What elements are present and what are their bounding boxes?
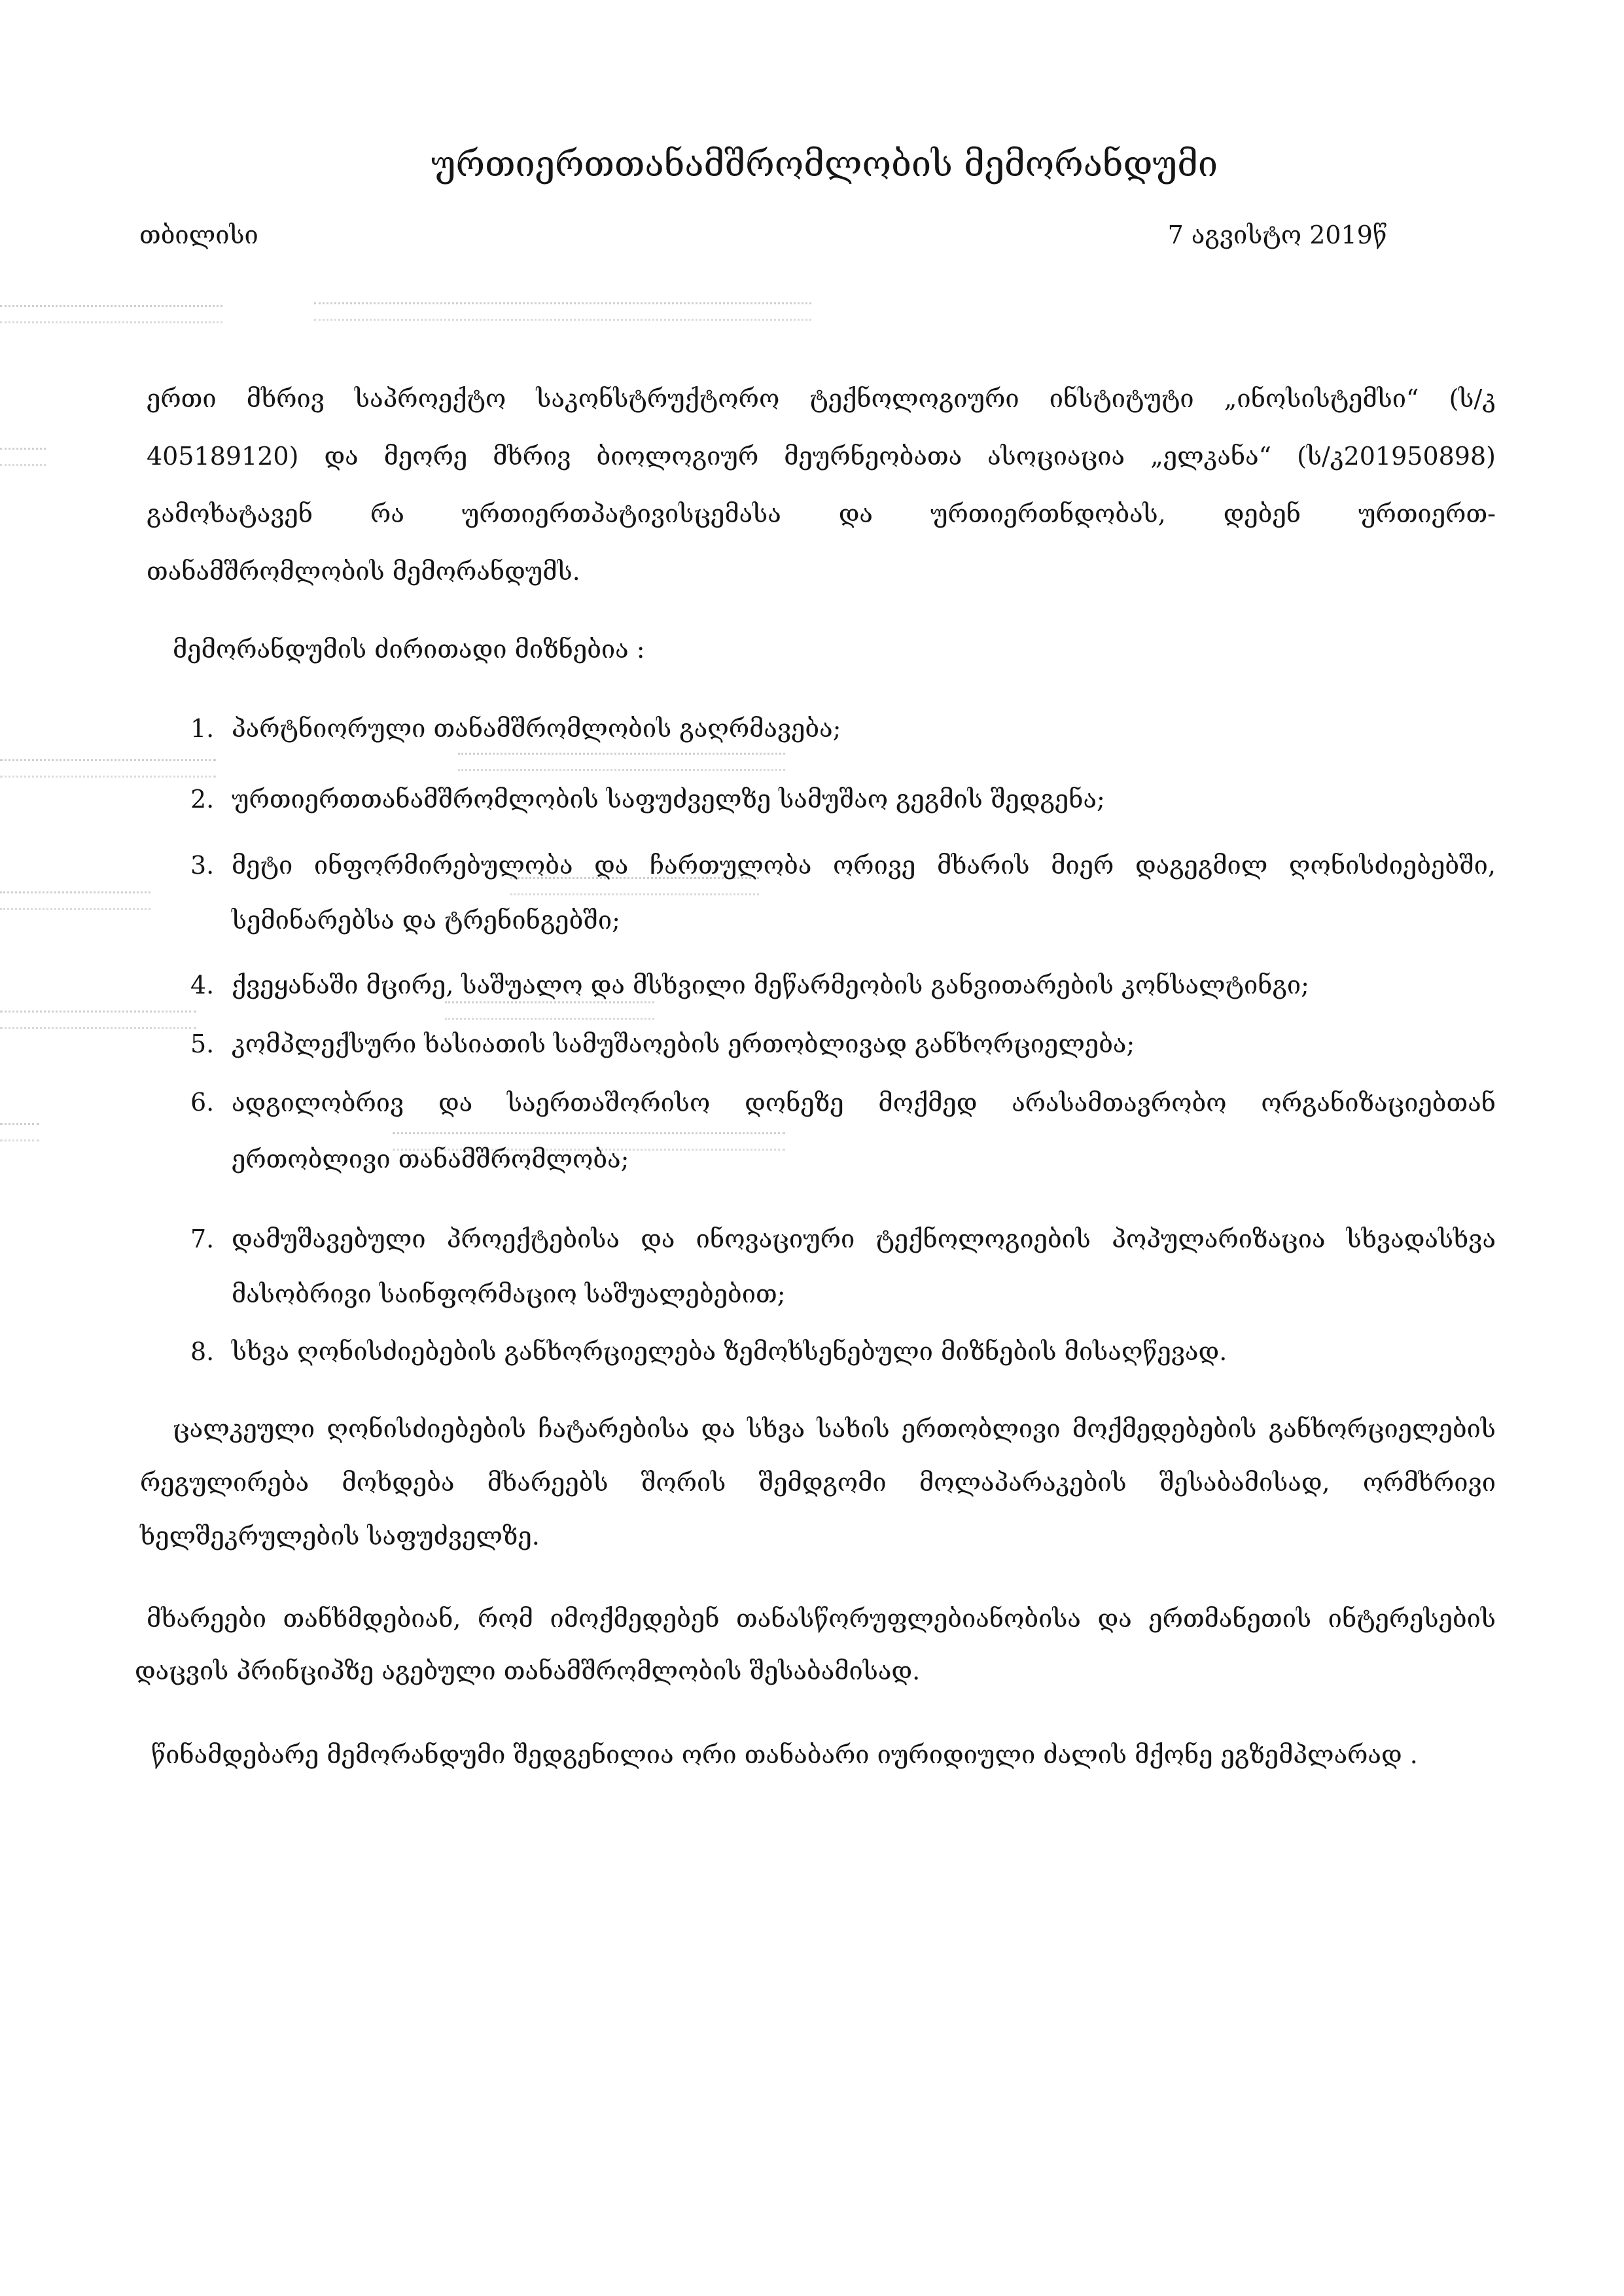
date-label: 7 აგვისტო 2019წ — [1167, 221, 1387, 249]
goal-text: ერთობლივი თანამშრომლობა; — [232, 1145, 629, 1174]
intro-line: თანამშრომლობის მემორანდუმს. — [147, 557, 580, 586]
copies-line: წინამდებარე მემორანდუმი შედგენილია ორი თანაბარი იურიდიული ძალის მქონე ეგზემპლარად . — [151, 1740, 1418, 1769]
agreement-paragraph — [135, 1592, 1496, 1697]
intro-line: გამოხატავენ რა ურთიერთპატივისცემასა და ურთიერთნდობას, დებენ ურთიერთ- — [147, 499, 1496, 528]
goal-text: კომპლექსური ხასიათის სამუშაოების ერთობლივად განხორციელება; — [232, 1030, 1135, 1058]
goal-number: 8. — [190, 1337, 215, 1366]
scan-artifact — [0, 448, 46, 466]
goal-number: 6. — [190, 1088, 215, 1117]
goals-heading: მემორანდუმის ძირითადი მიზნებია : — [173, 635, 645, 664]
place-label: თბილისი — [139, 221, 258, 249]
scan-artifact — [314, 302, 811, 321]
goal-text: სხვა ღონისძიებების განხორციელება ზემოხსენებული მიზნების მისაღწევად. — [232, 1337, 1227, 1366]
goal-text: სემინარებსა და ტრენინგებში; — [232, 906, 620, 935]
regulation-line: ხელშეკრულების საფუძველზე. — [140, 1522, 540, 1551]
scan-artifact — [0, 891, 150, 910]
regulation-line: ცალკეული ღონისძიებების ჩატარებისა და სხვა სახის ერთობლივი მოქმედებების განხორციელების — [173, 1414, 1496, 1443]
goal-number: 1. — [190, 714, 215, 743]
scan-artifact — [0, 1123, 39, 1141]
goal-number: 2. — [190, 785, 215, 814]
agreement-line: დაცვის პრინციპზე აგებული თანამშრომლობის შესაბამისად. — [135, 1657, 921, 1685]
goal-number: 7. — [190, 1225, 215, 1253]
scan-artifact — [0, 1011, 196, 1029]
goal-text: მასობრივი საინფორმაციო საშუალებებით; — [232, 1280, 786, 1308]
goal-text: მეტი ინფორმირებულობა და ჩართულობა ორივე მხარის მიერ დაგეგმილ ღონისძიებებში, — [232, 851, 1496, 880]
intro-line: 405189120) და მეორე მხრივ ბიოლოგიურ მეურნეობათა ასოციაცია „ელკანა“ (ს/კ201950898) — [147, 442, 1496, 471]
goal-number: 5. — [190, 1030, 215, 1058]
intro-paragraph — [147, 370, 1496, 600]
copies-paragraph — [151, 1729, 1418, 1781]
scan-artifact — [0, 305, 222, 323]
intro-line: ერთი მხრივ საპროექტო საკონსტრუქტორო ტექნოლოგიური ინსტიტუტი „ინოსისტემსი“ (ს/კ — [147, 384, 1496, 413]
goal-number: 4. — [190, 971, 215, 999]
goal-text: პარტნიორული თანამშრომლობის გაღრმავება; — [232, 714, 841, 743]
goal-text: ქვეყანაში მცირე, საშუალო და მსხვილი მეწარმეობის განვითარების კონსალტინგი; — [232, 971, 1309, 999]
regulation-line: რეგულირება მოხდება მხარეებს შორის შემდგომი მოლაპარაკების შესაბამისად, ორმხრივი — [140, 1468, 1496, 1497]
regulation-paragraph — [140, 1402, 1496, 1563]
document-title: ურთიერთთანამშრომლობის მემორანდუმი — [431, 143, 1218, 185]
goal-text: ურთიერთთანამშრომლობის საფუძველზე სამუშაო გეგმის შედგენა; — [232, 785, 1105, 814]
goal-number: 3. — [190, 851, 215, 880]
goal-text: დამუშავებული პროექტებისა და ინოვაციური ტექნოლოგიების პოპულარიზაცია სხვადასხვა — [232, 1225, 1496, 1253]
agreement-line: მხარეები თანხმდებიან, რომ იმოქმედებენ თანასწორუფლებიანობისა და ერთმანეთის ინტერესების — [147, 1604, 1496, 1633]
goal-text: ადგილობრივ და საერთაშორისო დონეზე მოქმედ არასამთავრობო ორგანიზაციებთან — [232, 1088, 1496, 1117]
scan-artifact — [0, 759, 216, 778]
